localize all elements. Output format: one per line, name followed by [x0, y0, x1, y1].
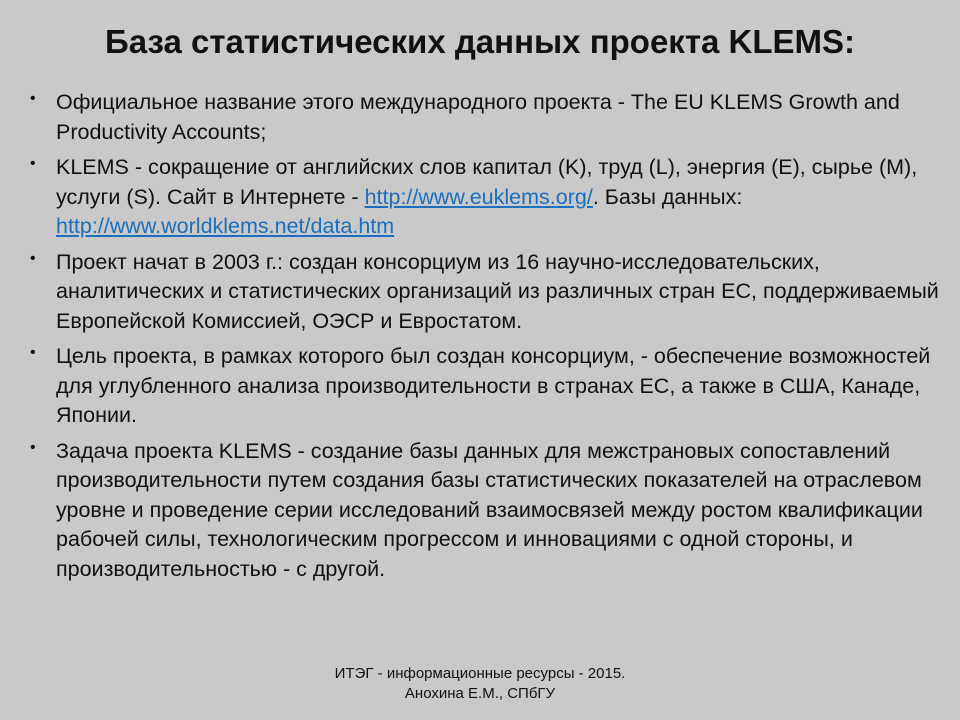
bullet-text	[56, 155, 917, 238]
bullet-icon: •	[30, 155, 36, 172]
bullet-text: Цель проекта, в рамках которого был создан консорциум, - обеспечение возможностей для углубленного анализа производительности в странах ЕС, а также в США, Канаде, Японии.	[56, 344, 931, 427]
bullet-text: Задача проекта KLEMS - создание базы данных для межстрановых сопоставлений производительности путем создания базы статистических показателей на отраслевом уровне и проведение серии исследований взаимосвязей между ростом квалификации рабочей силы, технологическим прогрессом и инновациями с одной стороны, и производительностью - с другой.	[56, 438, 923, 581]
bullet-item-project-start	[30, 248, 945, 337]
bullet-icon: •	[30, 438, 36, 456]
bullet-item-project-goal	[30, 342, 945, 431]
bullet-item-official-name	[30, 88, 945, 147]
bullet-item-klems-meaning	[30, 153, 945, 242]
bullet-text-part: KLEMS - сокращение от английских слов капитал (K), труд (L), энергия (E), сырье (M), услуги (S). Сайт в Интернете -	[56, 155, 918, 209]
bullet-icon: •	[30, 344, 36, 361]
worldklems-link[interactable]: http://www.worldklems.net/data.htm	[56, 214, 395, 238]
footer-line-2: Анохина Е.М., СПбГУ	[404, 685, 556, 702]
bullet-icon: •	[30, 90, 36, 107]
bullet-text-part: . Базы данных:	[592, 184, 743, 209]
bullet-text: Официальное название этого международного проекта - The EU KLEMS Growth and Productivity Accounts;	[56, 90, 900, 144]
footer-line-1: ИТЭГ - информационные ресурсы - 2015.	[334, 665, 626, 682]
bullet-item-project-task	[30, 437, 945, 585]
slide-footer	[240, 664, 720, 704]
bullet-text: Проект начат в 2003 г.: создан консорциум из 16 научно-исследовательских, аналитических и статистических организаций из различных стран ЕС, поддерживаемый Европейской Комиссией, ОЭСР и Евростатом.	[56, 249, 939, 333]
slide-title: База статистических данных проекта KLEMS:	[105, 23, 855, 60]
bullet-icon: •	[30, 249, 36, 267]
bullet-list	[30, 88, 945, 590]
euklems-link[interactable]: http://www.euklems.org/	[364, 184, 593, 209]
